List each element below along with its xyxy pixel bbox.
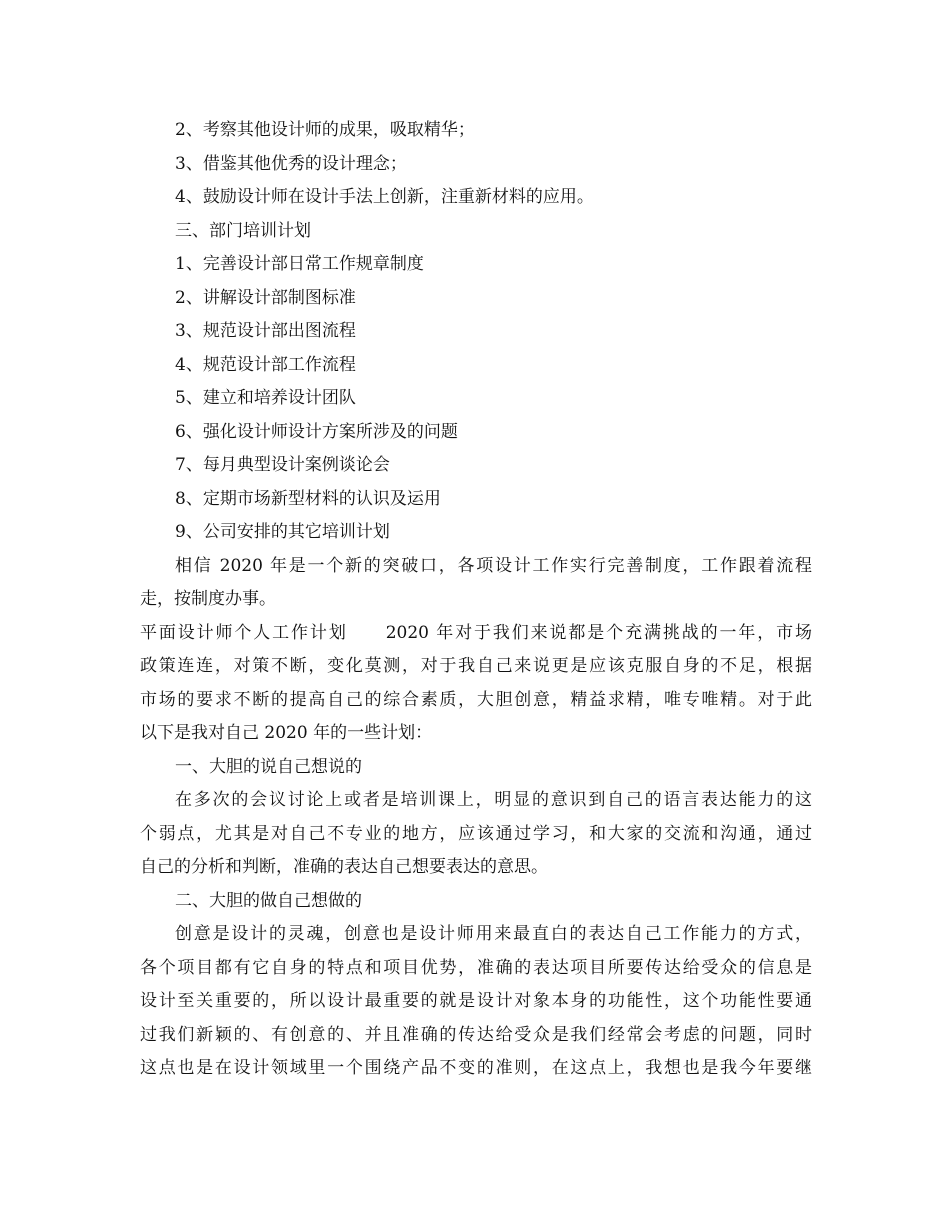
section-heading: 三、部门培训计划 (175, 220, 311, 241)
section-heading: 一、大胆的说自己想说的 (175, 756, 362, 777)
paragraph-line: 过我们新颖的、有创意的、并且准确的传达给受众是我们经常会考虑的问题，同时 (140, 1024, 812, 1045)
list-item: 4、规范设计部工作流程 (175, 354, 356, 375)
list-item: 2、讲解设计部制图标准 (175, 287, 356, 308)
list-item: 2、考察其他设计师的成果，吸取精华； (175, 120, 475, 140)
list-item: 3、借鉴其他优秀的设计理念； (175, 153, 407, 174)
list-item: 1、完善设计部日常工作规章制度 (175, 254, 424, 274)
paragraph-designer-plan (140, 617, 812, 751)
paragraph-line: 创意是设计的灵魂，创意也是设计师用来最直白的表达自己工作能力的方式， (175, 924, 812, 944)
paragraph-line: 自己的分析和判断，准确的表达自己想要表达的意思。 (140, 857, 548, 877)
list-item: 5、建立和培养设计团队 (175, 388, 356, 408)
paragraph-line: 以下是我对自己 2020 年的一些计划： (140, 723, 433, 743)
list-item: 4、鼓励设计师在设计手法上创新，注重新材料的应用。 (175, 187, 594, 207)
list-item: 9、公司安排的其它培训计划 (175, 522, 390, 542)
paragraph-line: 在多次的会议讨论上或者是培训课上，明显的意识到自己的语言表达能力的这 (175, 790, 812, 810)
paragraph-line: 个弱点，尤其是对自己不专业的地方，应该通过学习，和大家的交流和沟通，通过 (140, 823, 812, 844)
paragraph-line: 这点也是在设计领域里一个围绕产品不变的准则，在这点上，我想也是我今年要继 (140, 1058, 812, 1078)
document-page (140, 114, 812, 1086)
list-item: 6、强化设计师设计方案所涉及的问题 (175, 421, 458, 442)
paragraph-act-boldly (140, 918, 812, 1086)
paragraph-text: 2020 年对于我们来说都是个充满挑战的一年，市场 (385, 622, 813, 643)
paragraph-line: 相信 2020 年是一个新的突破口，各项设计工作实行完善制度，工作跟着流程 (175, 555, 812, 576)
paragraph-2020-breakthrough (140, 550, 812, 617)
paragraph-line: 走，按制度办事。 (140, 589, 276, 609)
list-item: 8、定期市场新型材料的认识及运用 (175, 488, 441, 509)
section-heading: 二、大胆的做自己想做的 (175, 890, 362, 911)
list-item: 3、规范设计部出图流程 (175, 321, 356, 341)
paragraph-line: 各个项目都有它自身的特点和项目优势，准确的表达项目所要传达给受众的信息是 (140, 957, 812, 978)
paragraph-line: 政策连连，对策不断，变化莫测，对于我自己来说更是应该克服自身的不足，根据 (140, 656, 812, 676)
paragraph-line: 设计至关重要的，所以设计最重要的就是设计对象本身的功能性，这个功能性要通 (140, 991, 812, 1011)
paragraph-speak-boldly (140, 784, 812, 885)
paragraph-line: 市场的要求不断的提高自己的综合素质，大胆创意，精益求精，唯专唯精。对于此 (140, 689, 812, 710)
list-item: 7、每月典型设计案例谈论会 (175, 455, 390, 475)
document-title: 平面设计师个人工作计划 (140, 622, 348, 643)
paragraph-line (140, 617, 812, 651)
